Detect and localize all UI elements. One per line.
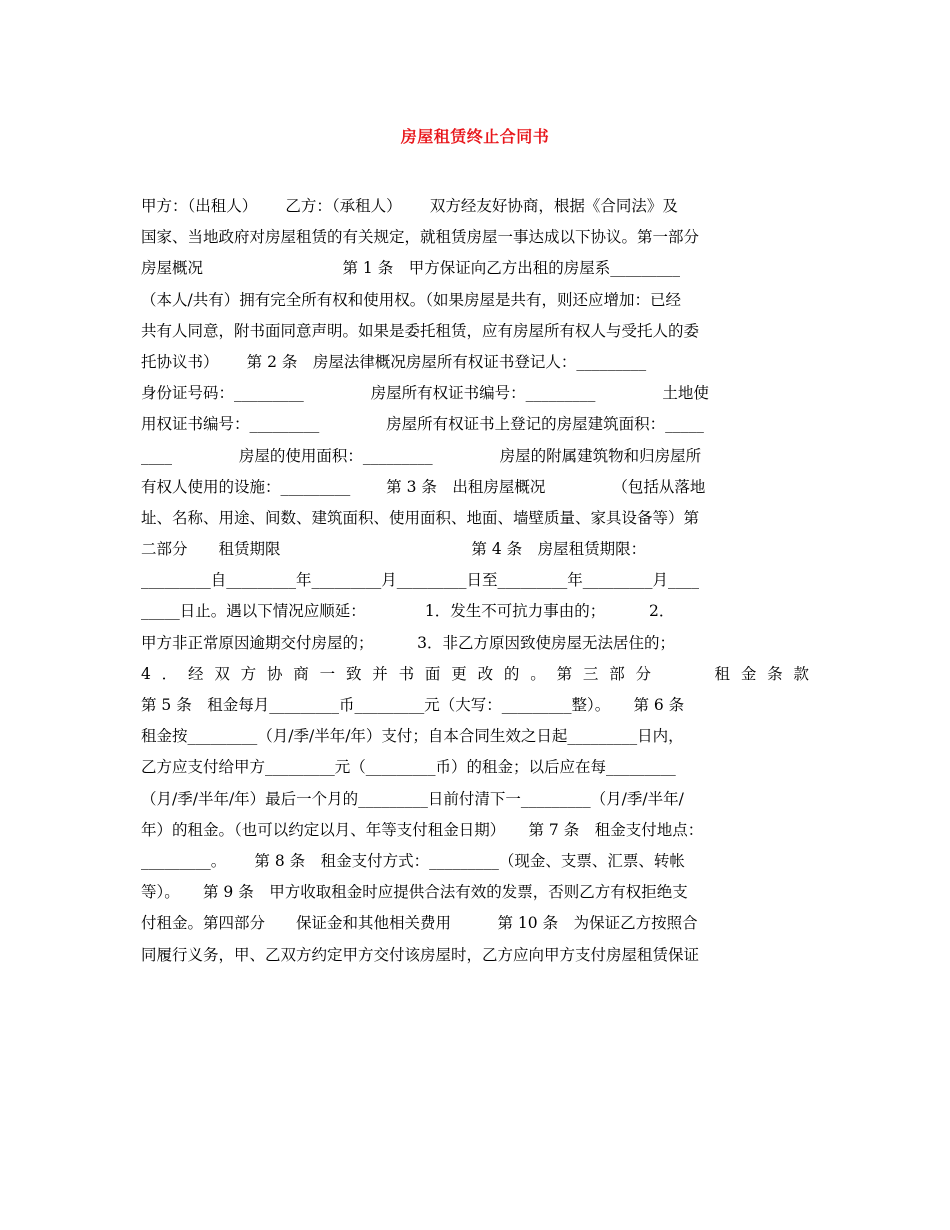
body-line: 二部分 租赁期限 第 4 条 房屋租赁期限： bbox=[141, 540, 647, 559]
body-line: 同履行义务，甲、乙双方约定甲方交付该房屋时，乙方应向甲方支付房屋租赁保证 bbox=[141, 945, 700, 964]
body-line: 4．经双方协商一致并书面更改的。第三部分 租金条款 bbox=[141, 664, 809, 683]
body-line: 甲方非正常原因逾期交付房屋的； 3．非乙方原因致使房屋无法居住的； bbox=[141, 633, 676, 652]
body-line: 址、名称、用途、间数、建筑面积、使用面积、地面、墙壁质量、家具设备等）第 bbox=[141, 508, 700, 527]
body-line: 第 5 条 租金每月_________币_________元（大写：_________整）。 第 6 条 bbox=[141, 696, 685, 714]
body-line: （月/季/半年/年）最后一个月的_________日前付清下一_________（月/季/半年/ bbox=[141, 789, 684, 808]
body-line: 等）。 第 9 条 甲方收取租金时应提供合法有效的发票，否则乙方有权拒绝支 bbox=[141, 883, 688, 902]
body-line: 有权人使用的设施：_________ 第 3 条 出租房屋概况 （包括从落地 bbox=[141, 477, 706, 496]
body-line: 乙方应支付给甲方_________元（_________币）的租金；以后应在每_________ bbox=[141, 758, 676, 777]
contract-body bbox=[141, 191, 809, 971]
body-line: 身份证号码：_________ 房屋所有权证书编号：_________ 土地使 bbox=[141, 384, 709, 403]
body-line: 年）的租金。（也可以约定以月、年等支付租金日期） 第 7 条 租金支付地点： bbox=[141, 820, 704, 839]
body-line: 房屋概况 第 1 条 甲方保证向乙方出租的房屋系_________ bbox=[141, 259, 680, 278]
body-line: 托协议书） 第 2 条 房屋法律概况房屋所有权证书登记人：_________ bbox=[141, 352, 647, 371]
document-title: 房屋租赁终止合同书 bbox=[400, 127, 550, 146]
body-line: _________。 第 8 条 租金支付方式：_________（现金、支票、汇票、转帐 bbox=[141, 851, 685, 870]
body-line: （本人/共有）拥有完全所有权和使用权。（如果房屋是共有，则还应增加：已经 bbox=[141, 290, 681, 309]
body-line: _________自_________年_________月_________日至_________年_________月____ bbox=[141, 571, 700, 590]
body-line: 国家、当地政府对房屋租赁的有关规定，就租赁房屋一事达成以下协议。第一部分 bbox=[141, 228, 700, 247]
body-line: ____ 房屋的使用面积：_________ 房屋的附属建筑物和归房屋所 bbox=[141, 446, 702, 465]
body-line: 共有人同意，附书面同意声明。如果是委托租赁，应有房屋所有权人与受托人的委 bbox=[141, 321, 700, 340]
body-line: 用权证书编号：_________ 房屋所有权证书上登记的房屋建筑面积：_____ bbox=[141, 415, 704, 434]
body-line: 租金按_________（月/季/半年/年）支付；自本合同生效之日起_________日内， bbox=[141, 727, 684, 746]
body-line: 甲方：（出租人） 乙方：（承租人） 双方经友好协商，根据《合同法》及 bbox=[141, 197, 678, 215]
body-line: _____日止。遇以下情况应顺延： 1．发生不可抗力事由的； 2． bbox=[141, 602, 675, 621]
body-line: 付租金。第四部分 保证金和其他相关费用 第 10 条 为保证乙方按照合 bbox=[141, 914, 698, 933]
